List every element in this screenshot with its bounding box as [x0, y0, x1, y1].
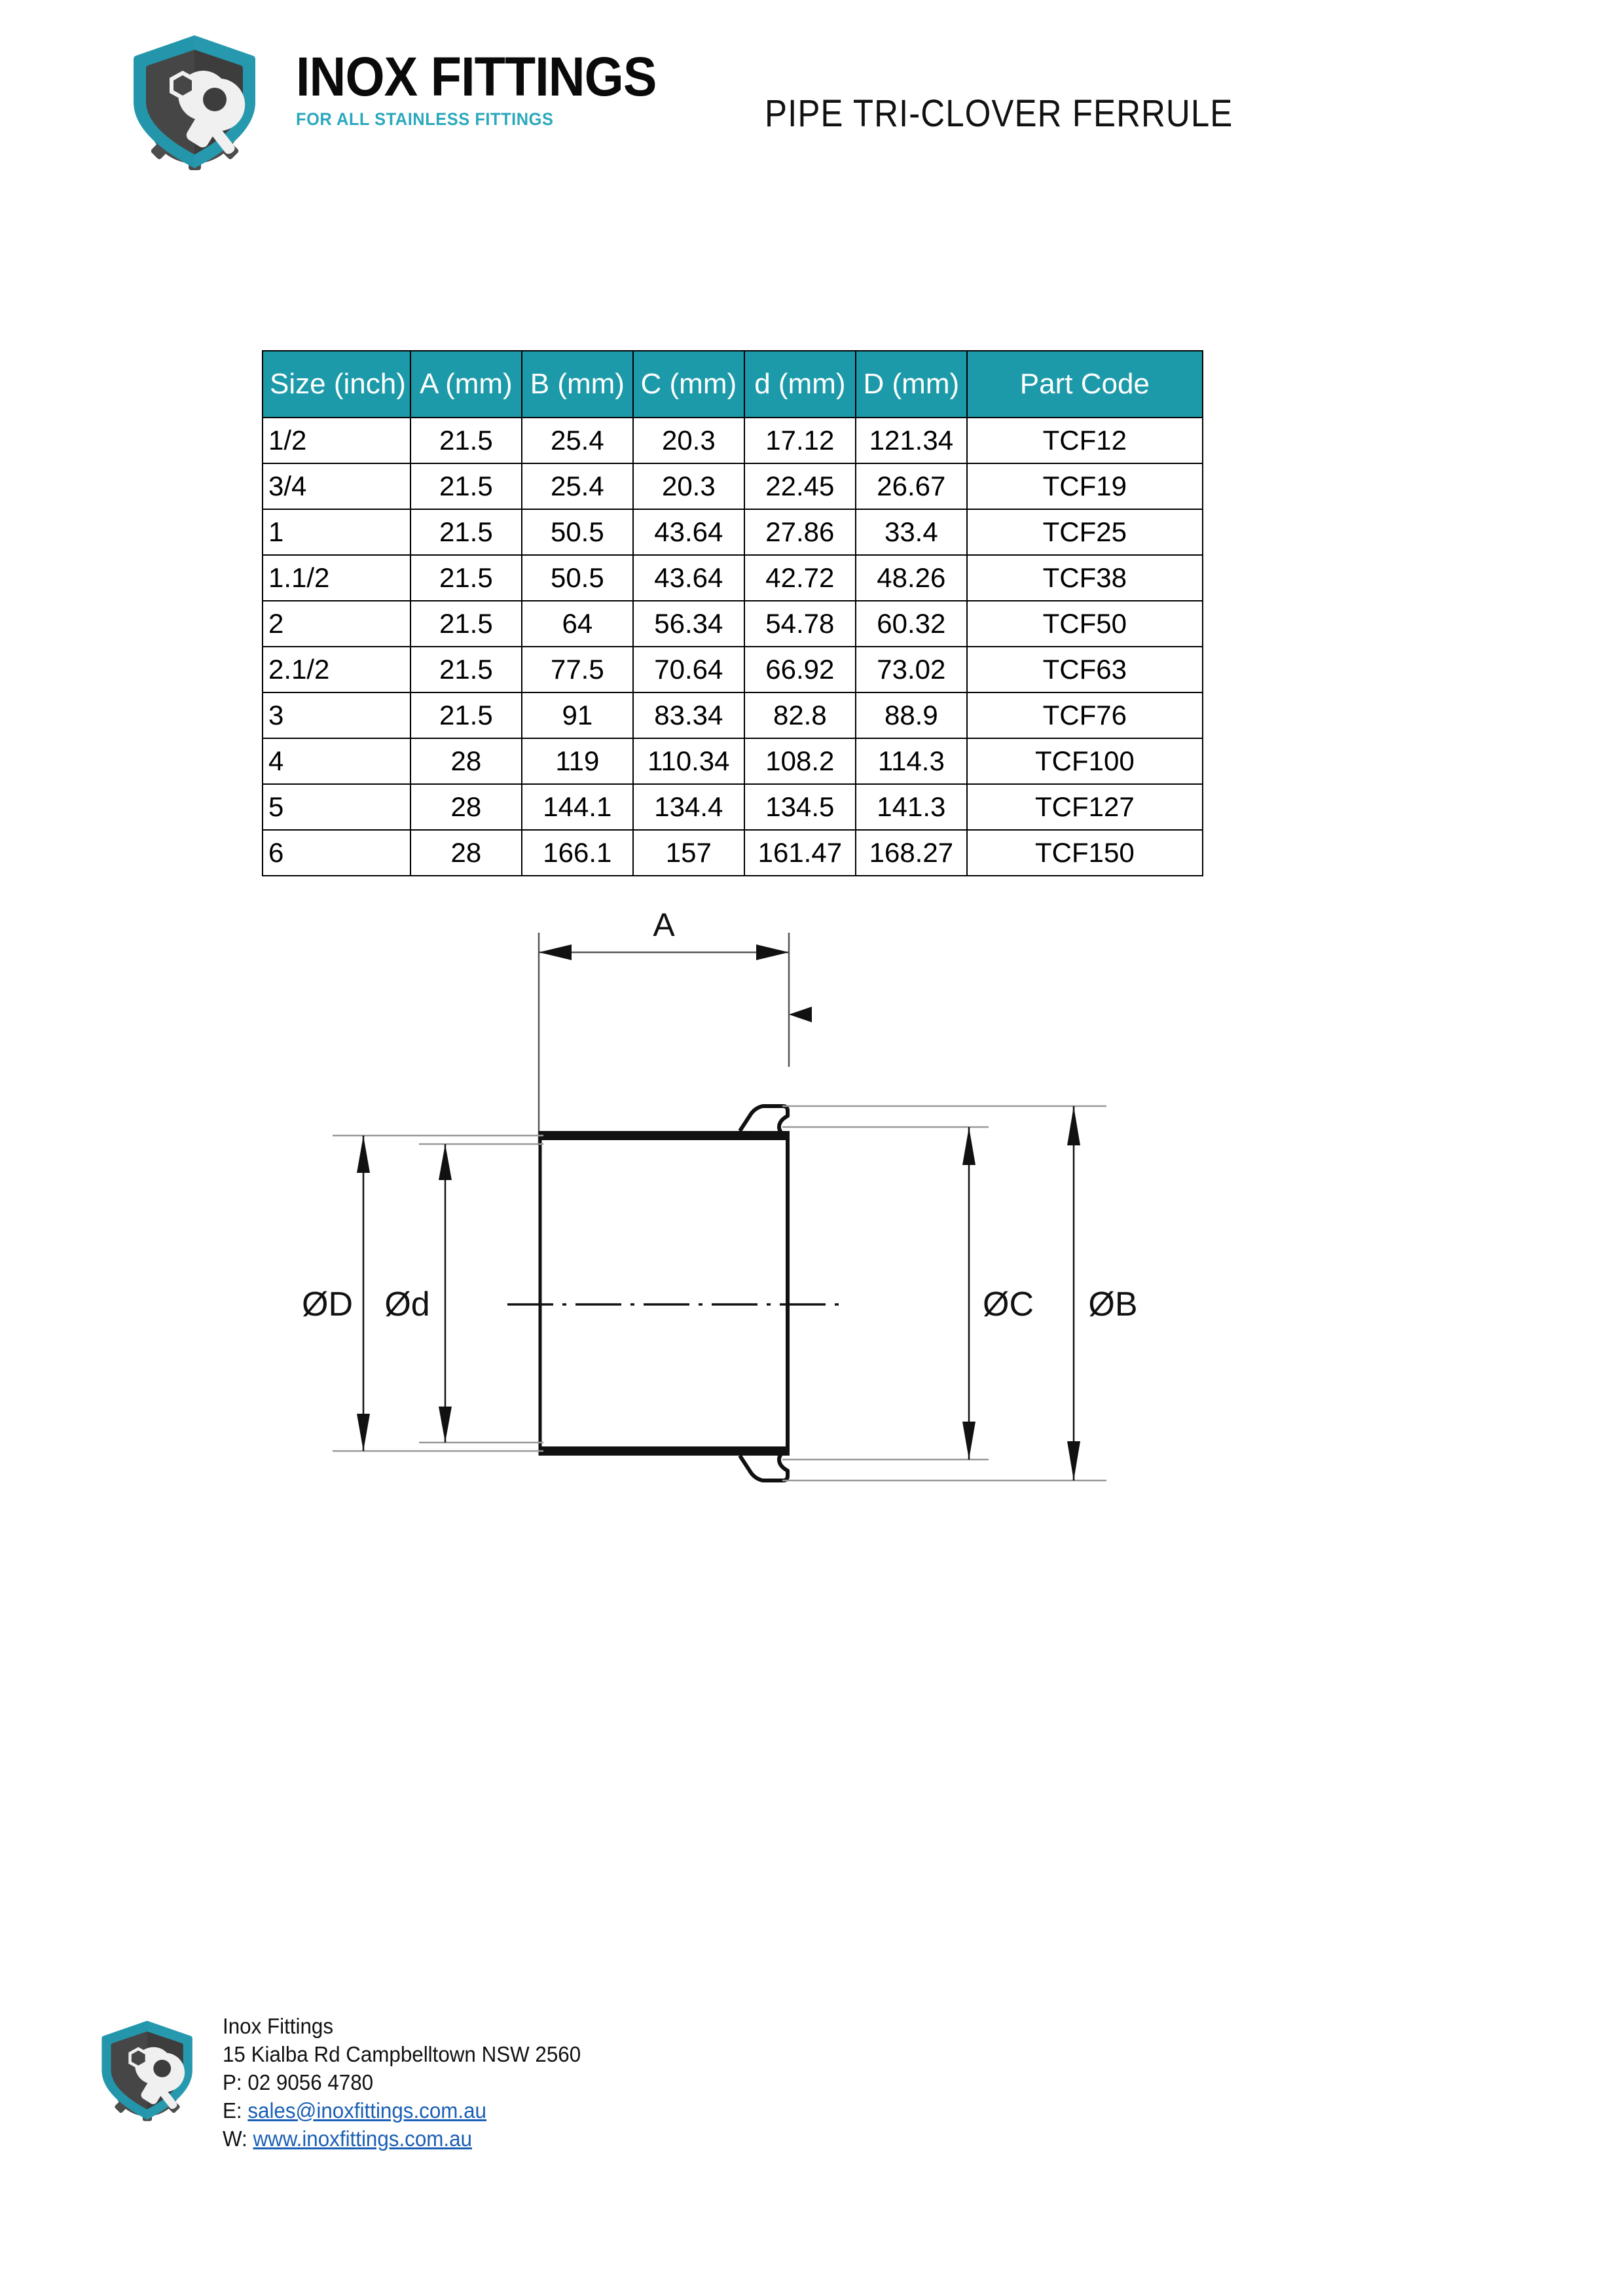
column-header-c: C (mm): [633, 351, 744, 418]
footer-phone: P: 02 9056 4780: [223, 2070, 374, 2094]
tube-wall-top: [539, 1131, 789, 1140]
cell-d-upper: 88.9: [856, 692, 967, 738]
column-header-d-upper: D (mm): [856, 351, 967, 418]
arrowhead-oc-top: [962, 1127, 976, 1165]
cell-part-code: TCF38: [967, 555, 1203, 601]
brand-wordmark: [296, 46, 754, 130]
cell-d-lower: 161.47: [744, 830, 856, 876]
cell-size: 3: [263, 692, 410, 738]
cell-d-lower: 22.45: [744, 463, 856, 509]
arrowhead-bore-top: [439, 1144, 452, 1180]
column-header-a: A (mm): [410, 351, 522, 418]
cell-d-lower: 134.5: [744, 784, 856, 830]
cell-a: 28: [410, 738, 522, 784]
arrowhead-bore-bottom: [439, 1407, 452, 1443]
cell-part-code: TCF127: [967, 784, 1203, 830]
cell-a: 21.5: [410, 601, 522, 647]
cell-b: 64: [522, 601, 633, 647]
cell-b: 77.5: [522, 647, 633, 692]
arrowhead-a-right: [756, 944, 789, 960]
cell-a: 21.5: [410, 463, 522, 509]
arrowhead-flange-face: [789, 1007, 812, 1022]
table-row: [263, 509, 1203, 555]
cell-b: 25.4: [522, 463, 633, 509]
cell-d-upper: 73.02: [856, 647, 967, 692]
cell-b: 25.4: [522, 418, 633, 463]
table-row: [263, 738, 1203, 784]
table-row: [263, 647, 1203, 692]
footer-email-line: [223, 2097, 581, 2125]
cell-c: 43.64: [633, 509, 744, 555]
table-row: [263, 830, 1203, 876]
footer-web-prefix: W:: [223, 2126, 253, 2151]
column-header-part-code: Part Code: [967, 351, 1203, 418]
cell-d-lower: 17.12: [744, 418, 856, 463]
cell-size: 1.1/2: [263, 555, 410, 601]
cell-c: 70.64: [633, 647, 744, 692]
technical-drawing: [0, 870, 1623, 1590]
contact-details: [223, 2013, 581, 2153]
cell-d-upper: 114.3: [856, 738, 967, 784]
cell-d-upper: 26.67: [856, 463, 967, 509]
arrowhead-od-top: [357, 1136, 370, 1173]
shield-wrench-gear-icon: [95, 2018, 200, 2123]
cell-a: 28: [410, 784, 522, 830]
cell-d-lower: 27.86: [744, 509, 856, 555]
cell-part-code: TCF50: [967, 601, 1203, 647]
cell-part-code: TCF150: [967, 830, 1203, 876]
footer-address: 15 Kialba Rd Campbelltown NSW 2560: [223, 2041, 581, 2066]
dimension-label-oc: ØC: [983, 1285, 1034, 1323]
cell-d-upper: 60.32: [856, 601, 967, 647]
arrowhead-oc-bottom: [962, 1422, 976, 1460]
footer-website-link[interactable]: www.inoxfittings.com.au: [253, 2126, 472, 2151]
cell-size: 1/2: [263, 418, 410, 463]
cell-size: 6: [263, 830, 410, 876]
cell-a: 28: [410, 830, 522, 876]
dimension-label-ob: ØB: [1088, 1285, 1138, 1323]
table-row: [263, 601, 1203, 647]
table-row: [263, 784, 1203, 830]
cell-a: 21.5: [410, 555, 522, 601]
page-header: [0, 0, 1623, 196]
company-logo: [124, 31, 265, 172]
column-header-d-lower: d (mm): [744, 351, 856, 418]
cell-a: 21.5: [410, 647, 522, 692]
cell-d-upper: 121.34: [856, 418, 967, 463]
cell-part-code: TCF19: [967, 463, 1203, 509]
cell-c: 20.3: [633, 463, 744, 509]
cell-d-lower: 54.78: [744, 601, 856, 647]
dimension-label-a: A: [653, 906, 675, 943]
shield-wrench-gear-icon: [124, 31, 265, 172]
cell-size: 2: [263, 601, 410, 647]
cell-b: 144.1: [522, 784, 633, 830]
cell-size: 1: [263, 509, 410, 555]
cell-d-lower: 82.8: [744, 692, 856, 738]
cell-b: 91: [522, 692, 633, 738]
cell-part-code: TCF25: [967, 509, 1203, 555]
cell-b: 119: [522, 738, 633, 784]
cell-a: 21.5: [410, 692, 522, 738]
table-header-row: [263, 351, 1203, 418]
cell-c: 83.34: [633, 692, 744, 738]
cell-size: 5: [263, 784, 410, 830]
cell-d-upper: 141.3: [856, 784, 967, 830]
cell-c: 110.34: [633, 738, 744, 784]
footer-web-line: [223, 2125, 581, 2153]
specification-table: [262, 350, 1203, 876]
cell-d-upper: 33.4: [856, 509, 967, 555]
arrowhead-ob-bottom: [1067, 1441, 1080, 1480]
cell-d-lower: 66.92: [744, 647, 856, 692]
cell-b: 50.5: [522, 509, 633, 555]
footer-company: Inox Fittings: [223, 2014, 334, 2038]
arrowhead-od-bottom: [357, 1414, 370, 1451]
cell-d-lower: 108.2: [744, 738, 856, 784]
tube-wall-bottom: [539, 1446, 789, 1456]
cell-part-code: TCF76: [967, 692, 1203, 738]
page-footer: [0, 1986, 1623, 2183]
arrowhead-ob-top: [1067, 1106, 1080, 1145]
cell-a: 21.5: [410, 509, 522, 555]
cell-b: 166.1: [522, 830, 633, 876]
cell-c: 20.3: [633, 418, 744, 463]
cell-part-code: TCF12: [967, 418, 1203, 463]
table-row: [263, 418, 1203, 463]
page-title: PIPE TRI-CLOVER FERRULE: [765, 92, 1233, 135]
cell-part-code: TCF63: [967, 647, 1203, 692]
dimension-label-bore: Ød: [384, 1285, 430, 1323]
column-header-size: Size (inch): [263, 351, 410, 418]
cell-b: 50.5: [522, 555, 633, 601]
table-row: [263, 692, 1203, 738]
cell-part-code: TCF100: [967, 738, 1203, 784]
table-row: [263, 463, 1203, 509]
cell-d-upper: 168.27: [856, 830, 967, 876]
cell-c: 56.34: [633, 601, 744, 647]
arrowhead-a-left: [539, 944, 572, 960]
cell-c: 157: [633, 830, 744, 876]
cell-c: 43.64: [633, 555, 744, 601]
cell-c: 134.4: [633, 784, 744, 830]
cell-size: 2.1/2: [263, 647, 410, 692]
table-row: [263, 555, 1203, 601]
ferrule-cross-section-drawing: [0, 870, 1623, 1590]
footer-email-link[interactable]: sales@inoxfittings.com.au: [247, 2098, 486, 2123]
footer-email-prefix: E:: [223, 2098, 248, 2123]
column-header-b: B (mm): [522, 351, 633, 418]
cell-size: 4: [263, 738, 410, 784]
footer-logo: [95, 2018, 200, 2123]
brand-tagline: FOR ALL STAINLESS FITTINGS: [296, 109, 554, 129]
cell-d-lower: 42.72: [744, 555, 856, 601]
cell-d-upper: 48.26: [856, 555, 967, 601]
dimension-label-od: ØD: [302, 1285, 353, 1323]
brand-name: INOX FITTINGS: [296, 46, 657, 107]
cell-size: 3/4: [263, 463, 410, 509]
cell-a: 21.5: [410, 418, 522, 463]
